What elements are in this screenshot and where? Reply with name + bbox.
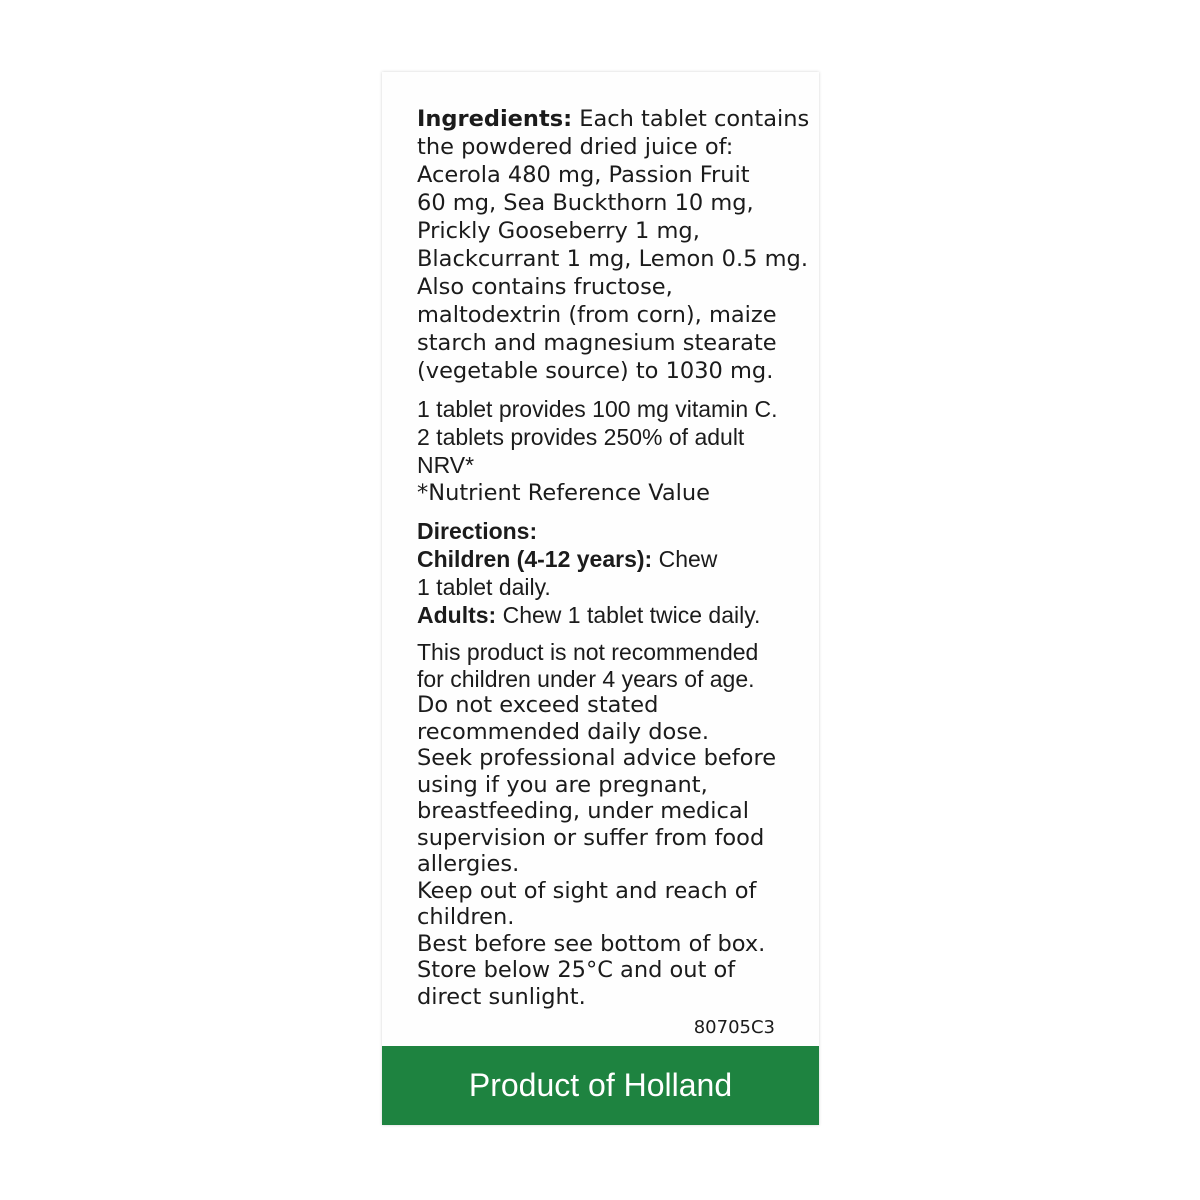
adults-label: Adults:: [417, 602, 497, 628]
directions-children: [417, 545, 819, 573]
ingredients-heading: Ingredients:: [417, 106, 573, 132]
ingredients-line-0: [417, 105, 819, 133]
warning-line: Seek professional advice before: [417, 745, 777, 771]
ingredients-line: 60 mg, Sea Buckthorn 10 mg,: [417, 190, 754, 216]
warning-line: for children under 4 years of age.: [417, 665, 755, 692]
ingredients-line: Blackcurrant 1 mg, Lemon 0.5 mg.: [417, 246, 808, 272]
directions-adults: [417, 601, 819, 629]
vitamin-line: 2 tablets provides 250% of adult: [417, 424, 745, 450]
vitamin-line: 1 tablet provides 100 mg vitamin C.: [417, 396, 778, 422]
directions-children-cont: 1 tablet daily.: [417, 574, 551, 600]
vitamin-line: NRV*: [417, 452, 475, 478]
footer-band: [382, 1046, 819, 1125]
children-text: Chew: [652, 546, 718, 572]
warning-line: Keep out of sight and reach of: [417, 877, 757, 904]
warning-line: breastfeeding, under medical: [417, 798, 749, 824]
origin-label: Product of Holland: [468, 1067, 733, 1103]
warning-line: using if you are pregnant,: [417, 771, 708, 798]
warning-line: supervision or suffer from food: [417, 824, 765, 851]
warning-line: Best before see bottom of box.: [417, 930, 766, 957]
warning-line: Do not exceed stated: [417, 692, 659, 718]
children-label: Children (4-12 years):: [417, 546, 653, 572]
ingredients-line: Acerola 480 mg, Passion Fruit: [417, 162, 750, 188]
warning-line: direct sunlight.: [417, 983, 586, 1010]
ingredients-line: the powdered dried juice of:: [417, 134, 734, 160]
ingredients-line: maltodextrin (from corn), maize: [417, 302, 777, 328]
warning-line: allergies.: [417, 851, 520, 877]
ingredients-line: starch and magnesium stearate: [417, 330, 777, 356]
ingredients-line: Also contains fructose,: [417, 274, 673, 300]
label-text-panel: [382, 72, 819, 1046]
ingredients-intro: Each tablet contains: [572, 106, 810, 132]
warning-line: Store below 25°C and out of: [417, 957, 736, 983]
warning-line: recommended daily dose.: [417, 718, 710, 745]
product-box-side-panel: [382, 72, 819, 1125]
nrv-footnote: *Nutrient Reference Value: [417, 480, 710, 506]
warning-line: This product is not recommended: [417, 639, 759, 665]
ingredients-line: (vegetable source) to 1030 mg.: [417, 358, 774, 384]
adults-text: Chew 1 tablet twice daily.: [496, 602, 761, 628]
directions-heading: Directions:: [417, 518, 538, 544]
batch-code: 80705C3: [693, 1017, 775, 1038]
warning-line: children.: [417, 904, 515, 930]
ingredients-line: Prickly Gooseberry 1 mg,: [417, 218, 700, 244]
